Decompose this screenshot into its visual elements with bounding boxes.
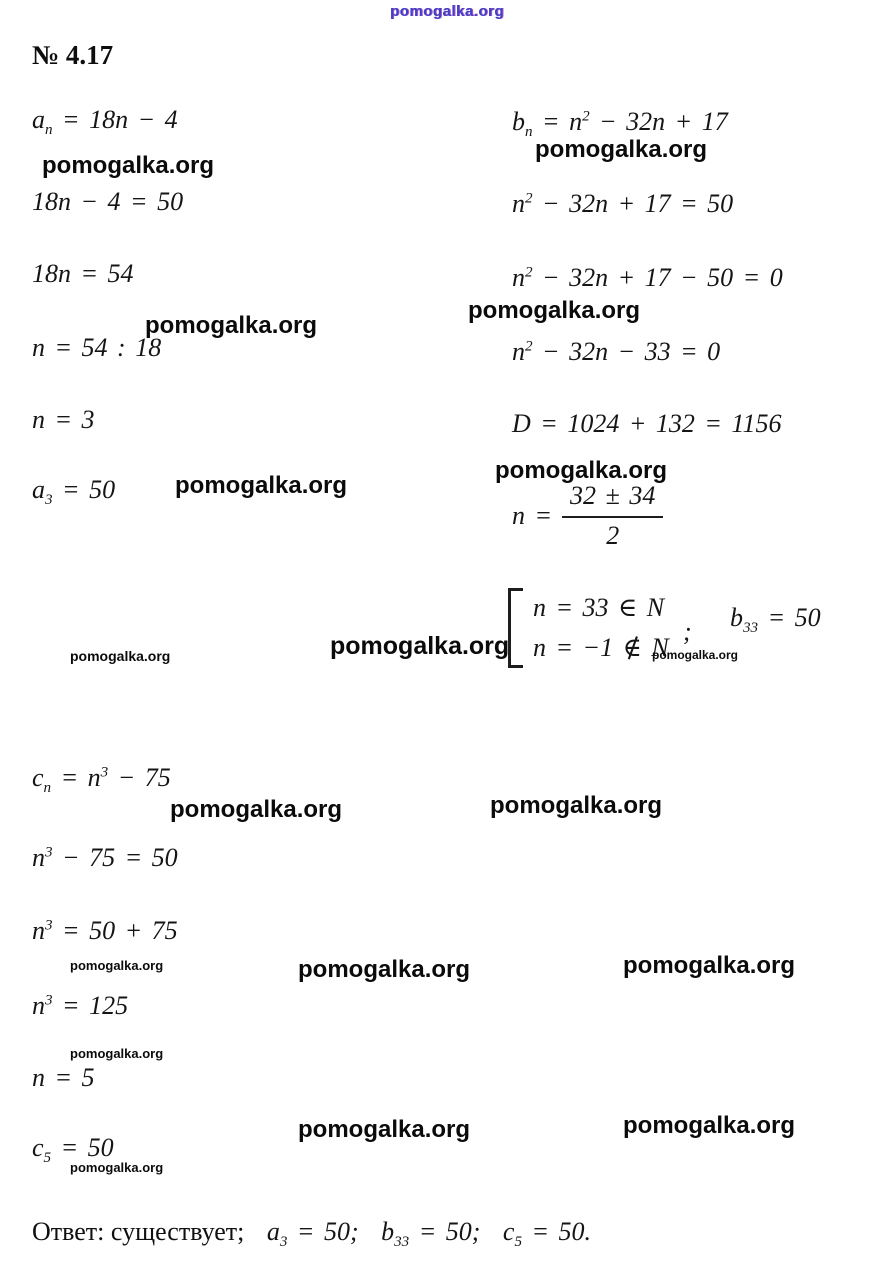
eq-c-definition: $c_n = n^3 - 75$	[32, 763, 171, 797]
answer-b: $b_{33} = 50$;	[381, 1217, 481, 1251]
eq-c-step3: $n^3 = 125$	[32, 991, 129, 1020]
eq-b-result: $b_{33} = 50$	[730, 603, 821, 637]
case-n-33: n = 33 ∈ N	[533, 592, 665, 622]
watermark-text: pomogalka.org	[535, 136, 708, 163]
watermark-text: pomogalka.org	[70, 1160, 164, 1175]
eq-a-step1: 18n − 4 = 50	[32, 187, 184, 216]
watermark-text: pomogalka.org	[170, 796, 343, 823]
eq-c-step1: $n^3 - 75 = 50$	[32, 843, 178, 872]
fraction-lhs: n =	[512, 500, 553, 530]
watermark-text: pomogalka.org	[330, 632, 510, 660]
problem-number: № 4.17	[32, 40, 114, 70]
eq-a-step3: n = 54 : 18	[32, 333, 162, 362]
eq-c-step4: n = 5	[32, 1063, 95, 1092]
eq-b-step1: $n^2 - 32n + 17 = 50$	[512, 189, 734, 218]
watermark-text: pomogalka.org	[70, 648, 171, 664]
eq-b-step3: $n^2 - 32n - 33 = 0$	[512, 337, 721, 366]
eq-b-roots-fraction	[512, 480, 663, 552]
watermark-text: pomogalka.org	[298, 956, 471, 983]
eq-b-discriminant: D = 1024 + 132 = 1156	[512, 409, 782, 438]
cases-bracket-icon	[508, 588, 523, 668]
fraction-numerator: 32 ± 34	[562, 480, 663, 518]
site-watermark-top: pomogalka.org	[390, 3, 505, 20]
cases-block	[508, 588, 669, 668]
watermark-text: pomogalka.org	[42, 152, 215, 179]
watermark-text: pomogalka.org	[495, 457, 668, 484]
eq-b-step2: $n^2 - 32n + 17 - 50 = 0$	[512, 263, 783, 292]
eq-a-step2: 18n = 54	[32, 259, 134, 288]
eq-a-step4: n = 3	[32, 405, 95, 434]
eq-a-result: $a_3 = 50$	[32, 475, 116, 509]
watermark-text: pomogalka.org	[298, 1116, 471, 1143]
eq-b-definition: $b_n = n^2 - 32n + 17$	[512, 107, 728, 141]
eq-a-definition: $a_n = 18n - 4$	[32, 105, 178, 139]
case-n-minus-1: n = −1 ∉ N	[533, 632, 669, 662]
watermark-text: pomogalka.org	[70, 1046, 164, 1061]
watermark-text: pomogalka.org	[623, 952, 796, 979]
cases-separator: ;	[683, 617, 692, 646]
eq-c-step2: $n^3 = 50 + 75$	[32, 916, 178, 945]
watermark-text: pomogalka.org	[175, 472, 348, 499]
watermark-text: pomogalka.org	[623, 1112, 796, 1139]
answer-a: $a_3 = 50$;	[266, 1217, 359, 1251]
answer-line	[32, 1216, 591, 1249]
eq-c-result: $c_5 = 50$	[32, 1133, 114, 1167]
watermark-text: pomogalka.org	[468, 297, 641, 324]
answer-label: Ответ: существует;	[32, 1217, 245, 1246]
watermark-text: pomogalka.org	[145, 312, 318, 339]
watermark-text: pomogalka.org	[652, 648, 739, 662]
fraction-denominator: 2	[606, 520, 620, 550]
watermark-text: pomogalka.org	[70, 958, 164, 973]
fraction	[562, 480, 663, 552]
watermark-text: pomogalka.org	[490, 792, 663, 819]
answer-c: $c_5 = 50$.	[502, 1217, 592, 1251]
